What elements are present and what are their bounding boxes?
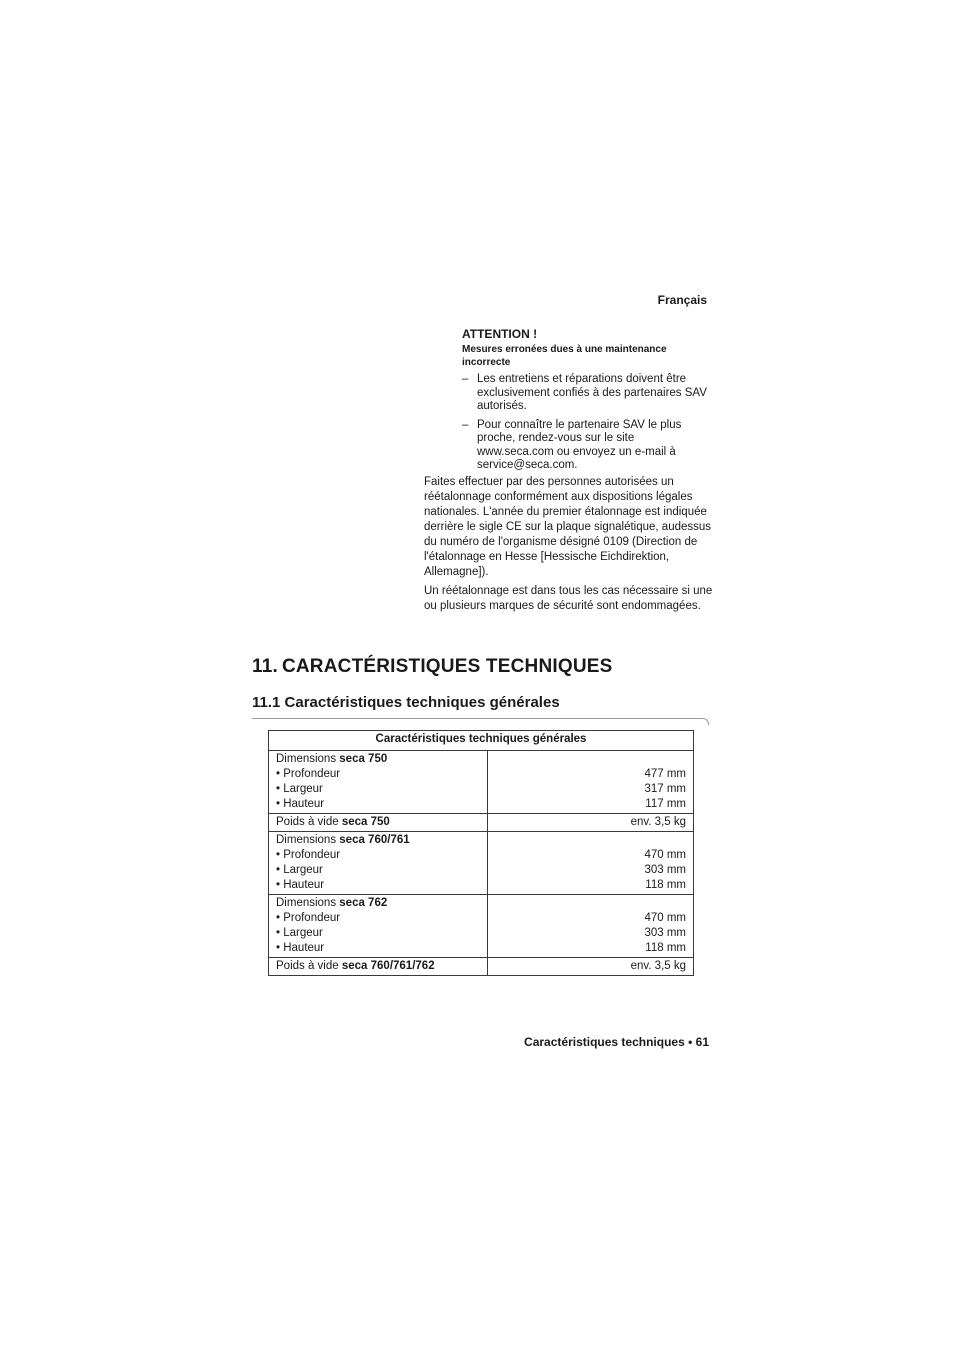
security-marks-paragraph: Un réétalonnage est dans tous les cas nécessaire si une ou plusieurs marques de sécurité sont endommagées. [424, 585, 713, 612]
warning-box [462, 327, 712, 478]
spec-prefix: Poids à vide [276, 960, 342, 972]
spec-label: • Hauteur [276, 942, 325, 954]
heading-rule [252, 718, 704, 719]
spec-value-cell [488, 832, 694, 895]
spec-value: 470 mm [644, 849, 686, 861]
section-heading [252, 656, 613, 678]
technical-specs-table [268, 730, 694, 976]
model-name: seca 750 [341, 816, 390, 828]
dash-bullet: – [462, 418, 469, 431]
warning-list [462, 373, 712, 473]
spec-value-cell [488, 751, 694, 814]
table-row [269, 814, 694, 832]
subsection-heading [252, 694, 560, 711]
table-header-row [269, 731, 694, 751]
spec-label: • Profondeur [276, 849, 341, 861]
spec-label: • Profondeur [276, 912, 341, 924]
dash-bullet: – [462, 373, 469, 385]
spec-value-cell [488, 958, 694, 976]
spec-value: 477 mm [644, 768, 686, 780]
warning-item-text: Pour connaître le partenaire SAV le plus proche, rendez-vous sur le site www.seca.com ou envoyez un e-mail à service@seca.com. [477, 418, 682, 471]
recalibration-paragraph: Faites effectuer par des personnes autorisées un réétalonnage conformément aux dispositions légales nationales. L'année du premier étalonnage est indiquée derrière le sigle CE sur la plaque signalétique, audessus du numéro de l'organisme désigné 0109 (Direction de l'étalonnage en Hesse [Hessische Eichdirektion, Allemagne]). [424, 476, 712, 578]
spec-value: 303 mm [644, 864, 686, 876]
warning-item [462, 373, 712, 414]
spec-value: env. 3,5 kg [630, 816, 686, 828]
spec-prefix: Dimensions [276, 834, 340, 846]
table-header: Caractéristiques techniques générales [269, 731, 694, 751]
subsection-number: 11.1 [252, 694, 281, 711]
spec-label-cell [269, 814, 488, 832]
warning-item-text: Les entretiens et réparations doivent être exclusivement confiés à des partenaires SAV autorisés. [477, 373, 707, 412]
spec-value: 118 mm [645, 942, 686, 954]
subsection-title: Caractéristiques techniques générales [284, 694, 560, 711]
spec-prefix: Dimensions [276, 753, 340, 765]
spec-value: 317 mm [644, 783, 686, 795]
spec-label: • Largeur [276, 783, 323, 795]
spec-value: 470 mm [644, 912, 686, 924]
spec-label: • Largeur [276, 927, 323, 939]
spec-label-cell [269, 832, 488, 895]
spec-label: • Hauteur [276, 798, 325, 810]
warning-subtitle: Mesures erronées dues à une maintenance incorrecte [462, 344, 667, 368]
model-name: seca 760/761 [339, 834, 410, 846]
warning-item [462, 419, 712, 473]
spec-value-cell [488, 895, 694, 958]
heading-rule-corner [702, 718, 709, 725]
warning-title: ATTENTION ! [462, 327, 538, 341]
spec-prefix: Poids à vide [276, 816, 342, 828]
spec-label-cell [269, 751, 488, 814]
spec-label: • Hauteur [276, 879, 325, 891]
model-name: seca 760/761/762 [341, 960, 435, 972]
section-number: 11. [252, 656, 278, 677]
model-name: seca 762 [339, 897, 388, 909]
spec-label-cell [269, 895, 488, 958]
spec-value: 118 mm [645, 879, 686, 891]
model-name: seca 750 [339, 753, 388, 765]
spec-label-cell [269, 958, 488, 976]
table-row [269, 832, 694, 895]
page-footer: Caractéristiques techniques • 61 [524, 1035, 709, 1049]
spec-value-cell [488, 814, 694, 832]
spec-value: 303 mm [644, 927, 686, 939]
table-row [269, 895, 694, 958]
table-row [269, 751, 694, 814]
section-title: CARACTÉRISTIQUES TECHNIQUES [281, 656, 613, 677]
spec-value: 117 mm [645, 798, 686, 810]
spec-prefix: Dimensions [276, 897, 340, 909]
spec-label: • Largeur [276, 864, 323, 876]
table-row [269, 958, 694, 976]
spec-value: env. 3,5 kg [630, 960, 686, 972]
spec-label: • Profondeur [276, 768, 341, 780]
page-language-label: Français [657, 293, 707, 307]
